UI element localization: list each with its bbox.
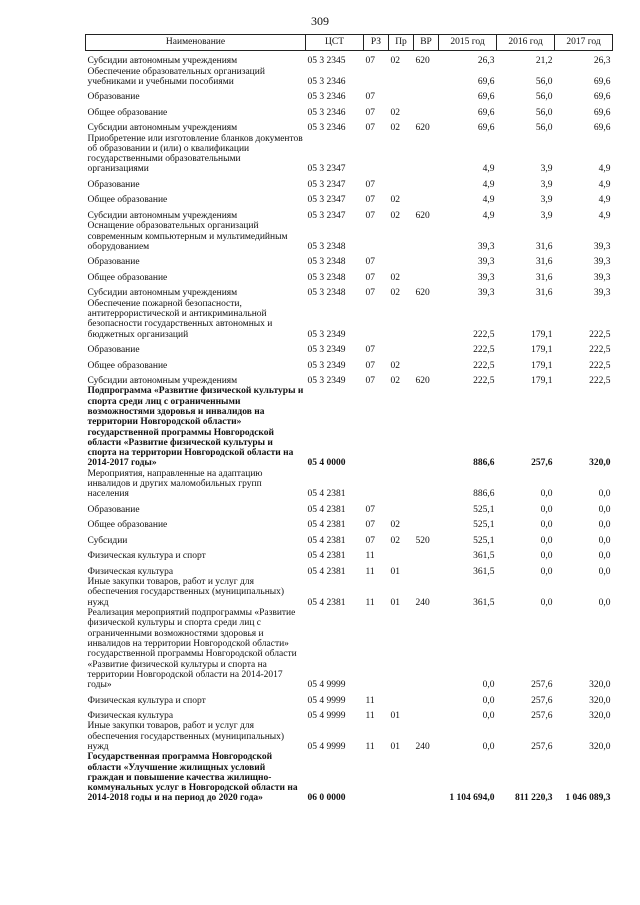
table-row [86, 252, 613, 268]
row-2016: 21,2 [535, 56, 553, 67]
table-row [86, 340, 613, 356]
row-rz: 07 [365, 376, 375, 387]
row-2015: 361,5 [473, 597, 495, 608]
row-vr: 620 [415, 123, 430, 134]
row-cst: 05 3 2346 [307, 76, 346, 87]
row-name: Субсидии автономным учреждениям [87, 210, 238, 221]
row-pr [389, 252, 414, 268]
row-2017: 320,0 [589, 695, 611, 706]
table-row [86, 221, 613, 252]
row-cst: 05 3 2346 [307, 107, 346, 118]
table-row [86, 577, 613, 608]
row-pr [389, 87, 414, 103]
row-pr: 02 [390, 107, 400, 118]
row-2017: 4,9 [598, 210, 611, 221]
row-name: Приобретение или изготовление бланков документов об образовании и (или) о квалификации государственными образовательными организациями [87, 133, 303, 175]
row-2015: 0,0 [482, 741, 495, 752]
header-vr: ВР [414, 35, 439, 51]
header-2016: 2016 год [497, 35, 555, 51]
row-vr [414, 752, 439, 803]
row-2015: 0,0 [482, 695, 495, 706]
table-row [86, 562, 613, 578]
row-cst: 05 4 9999 [307, 680, 346, 691]
row-pr [389, 340, 414, 356]
row-2016: 811 220,3 [515, 793, 553, 804]
row-name: Образование [87, 257, 140, 268]
row-2015: 361,5 [473, 566, 495, 577]
row-name: Общее образование [87, 272, 168, 283]
row-vr [414, 175, 439, 191]
row-2015: 69,6 [477, 123, 495, 134]
row-vr: 620 [415, 56, 430, 67]
row-pr [389, 752, 414, 803]
row-pr: 02 [390, 360, 400, 371]
row-name: Общее образование [87, 107, 168, 118]
row-2016: 56,0 [535, 123, 553, 134]
row-pr: 02 [390, 56, 400, 67]
row-2016: 257,6 [531, 711, 553, 722]
row-vr [414, 252, 439, 268]
row-name: Физическая культура [87, 566, 174, 577]
row-2016: 257,6 [531, 458, 553, 469]
row-cst: 05 3 2346 [307, 123, 346, 134]
row-vr [414, 500, 439, 516]
row-2015: 1 104 694,0 [449, 793, 495, 804]
row-cst: 05 4 2381 [307, 566, 346, 577]
row-vr: 620 [415, 210, 430, 221]
row-2016: 179,1 [531, 360, 553, 371]
row-2016: 3,9 [540, 179, 553, 190]
row-rz: 07 [365, 520, 375, 531]
row-2017: 0,0 [598, 504, 611, 515]
row-cst: 05 4 9999 [307, 695, 346, 706]
row-rz: 11 [365, 597, 375, 608]
row-2017: 320,0 [589, 741, 611, 752]
row-name: Государственная программа Новгородской области «Улучшение жилищных условий граждан и повышение качества жилищно-коммунальных услуг в Новгородской области на 2014-2018 годы и на период до 2020 года» [87, 752, 298, 804]
row-vr [414, 355, 439, 371]
row-2015: 222,5 [473, 360, 495, 371]
row-name: Субсидии автономным учреждениям [87, 288, 238, 299]
row-cst: 05 3 2347 [307, 164, 346, 175]
row-vr [414, 103, 439, 119]
row-rz: 11 [365, 711, 375, 722]
row-vr [414, 268, 439, 284]
row-2017: 0,0 [598, 489, 611, 500]
row-rz: 11 [365, 695, 375, 706]
row-rz [364, 221, 389, 252]
row-2017: 4,9 [598, 164, 611, 175]
row-2016: 179,1 [531, 329, 553, 340]
row-2016: 0,0 [540, 520, 553, 531]
table-row [86, 371, 613, 387]
table-row [86, 51, 613, 67]
row-2016: 0,0 [540, 551, 553, 562]
row-vr [414, 299, 439, 340]
row-pr: 01 [390, 741, 400, 752]
row-2016: 179,1 [531, 376, 553, 387]
row-2016: 56,0 [535, 92, 553, 103]
header-name: Наименование [86, 35, 306, 51]
row-rz: 07 [365, 179, 375, 190]
row-2017: 0,0 [598, 520, 611, 531]
row-rz: 07 [365, 56, 375, 67]
row-vr [414, 546, 439, 562]
row-2017: 69,6 [593, 76, 611, 87]
row-2016: 31,6 [535, 241, 553, 252]
row-pr: 02 [390, 288, 400, 299]
row-pr [389, 469, 414, 500]
row-name: Общее образование [87, 360, 168, 371]
row-rz: 11 [365, 566, 375, 577]
row-2016: 31,6 [535, 257, 553, 268]
table-row [86, 190, 613, 206]
table-row [86, 386, 613, 468]
row-cst: 05 3 2349 [307, 345, 346, 356]
row-2016: 257,6 [531, 695, 553, 706]
row-2016: 0,0 [540, 597, 553, 608]
row-name: Подпрограмма «Развитие физической культуры и спорта среди лиц с ограниченными возможностями здоровья и инвалидов на территории Новгородской области» государственной программы Новгородской области «Развитие физической культуры и спорта на территории Новгородской области на 2014-2017 годы» [87, 386, 304, 469]
row-vr [414, 515, 439, 531]
row-pr [389, 175, 414, 191]
row-2017: 69,6 [593, 107, 611, 118]
table-header-row [86, 35, 613, 51]
row-cst: 05 4 0000 [307, 458, 346, 469]
row-rz: 07 [365, 257, 375, 268]
row-2015: 361,5 [473, 551, 495, 562]
row-cst: 05 3 2349 [307, 329, 346, 340]
row-pr [389, 134, 414, 175]
row-pr: 01 [390, 711, 400, 722]
row-cst: 05 4 2381 [307, 520, 346, 531]
row-2017: 39,3 [593, 288, 611, 299]
row-name: Образование [87, 504, 140, 515]
row-name: Субсидии автономным учреждениям [87, 56, 238, 67]
row-pr [389, 500, 414, 516]
row-cst: 06 0 0000 [307, 793, 346, 804]
table-row [86, 500, 613, 516]
row-2015: 0,0 [482, 711, 495, 722]
row-cst: 05 3 2345 [307, 56, 346, 67]
row-2016: 0,0 [540, 566, 553, 577]
row-pr [389, 67, 414, 88]
table-row [86, 355, 613, 371]
table-row [86, 283, 613, 299]
row-pr: 02 [390, 376, 400, 387]
row-2017: 4,9 [598, 195, 611, 206]
row-name: Образование [87, 92, 140, 103]
row-name: Иные закупки товаров, работ и услуг для обеспечения государственных (муниципальных) нужд [87, 577, 285, 608]
table-row [86, 608, 613, 690]
row-pr [389, 221, 414, 252]
row-name: Иные закупки товаров, работ и услуг для обеспечения государственных (муниципальных) нужд [87, 721, 285, 752]
row-pr: 01 [390, 566, 400, 577]
budget-table [85, 34, 613, 804]
row-2015: 886,6 [473, 489, 495, 500]
row-2015: 222,5 [473, 345, 495, 356]
row-cst: 05 4 2381 [307, 535, 346, 546]
row-2015: 39,3 [477, 257, 495, 268]
header-cst: ЦСТ [306, 35, 364, 51]
row-cst: 05 3 2348 [307, 257, 346, 268]
row-name: Субсидии автономным учреждениям [87, 123, 238, 134]
row-cst: 05 4 9999 [307, 741, 346, 752]
row-pr [389, 608, 414, 690]
table-row [86, 175, 613, 191]
row-cst: 05 4 9999 [307, 711, 346, 722]
row-name: Физическая культура и спорт [87, 695, 206, 706]
row-2016: 257,6 [531, 680, 553, 691]
row-rz: 07 [365, 535, 375, 546]
row-2017: 4,9 [598, 179, 611, 190]
row-rz [364, 134, 389, 175]
row-2016: 3,9 [540, 195, 553, 206]
row-rz: 07 [365, 288, 375, 299]
row-2015: 26,3 [477, 56, 495, 67]
row-vr: 620 [415, 376, 430, 387]
row-vr: 520 [415, 535, 430, 546]
row-pr: 02 [390, 123, 400, 134]
header-rz: РЗ [364, 35, 389, 51]
header-2017: 2017 год [555, 35, 613, 51]
row-2017: 26,3 [593, 56, 611, 67]
row-2017: 0,0 [598, 597, 611, 608]
row-rz: 07 [365, 123, 375, 134]
row-2016: 31,6 [535, 288, 553, 299]
row-2017: 222,5 [589, 329, 611, 340]
row-cst: 05 4 2381 [307, 551, 346, 562]
row-2017: 0,0 [598, 551, 611, 562]
row-vr: 620 [415, 288, 430, 299]
row-cst: 05 3 2347 [307, 179, 346, 190]
row-2016: 56,0 [535, 107, 553, 118]
row-rz [364, 386, 389, 468]
row-cst: 05 3 2347 [307, 195, 346, 206]
row-2015: 4,9 [482, 210, 495, 221]
table-row [86, 706, 613, 722]
row-name: Оснащение образовательных организаций современным компьютерным и мультимедийным оборудованием [87, 221, 288, 252]
row-pr [389, 299, 414, 340]
row-cst: 05 3 2346 [307, 92, 346, 103]
row-2016: 3,9 [540, 210, 553, 221]
row-2015: 4,9 [482, 179, 495, 190]
table-row [86, 515, 613, 531]
row-2017: 222,5 [589, 376, 611, 387]
row-pr: 02 [390, 520, 400, 531]
row-2016: 0,0 [540, 489, 553, 500]
row-cst: 05 3 2348 [307, 288, 346, 299]
row-2017: 320,0 [589, 711, 611, 722]
table-body [86, 51, 613, 804]
table-row [86, 67, 613, 88]
table-row [86, 268, 613, 284]
row-cst: 05 3 2347 [307, 210, 346, 221]
row-rz [364, 299, 389, 340]
row-cst: 05 3 2348 [307, 272, 346, 283]
row-2015: 69,6 [477, 92, 495, 103]
row-name: Образование [87, 345, 140, 356]
table-row [86, 103, 613, 119]
row-vr [414, 134, 439, 175]
row-vr: 240 [415, 597, 430, 608]
row-name: Общее образование [87, 520, 168, 531]
row-name: Образование [87, 179, 140, 190]
row-cst: 05 4 2381 [307, 597, 346, 608]
row-2015: 69,6 [477, 107, 495, 118]
row-pr [389, 546, 414, 562]
row-vr [414, 221, 439, 252]
row-pr: 02 [390, 535, 400, 546]
row-2015: 525,1 [473, 520, 495, 531]
row-rz: 07 [365, 107, 375, 118]
row-2015: 39,3 [477, 272, 495, 283]
row-pr: 02 [390, 210, 400, 221]
table-row [86, 546, 613, 562]
row-2017: 222,5 [589, 345, 611, 356]
row-name: Обеспечение образовательных организаций учебниками и учебными пособиями [87, 66, 265, 87]
row-2017: 39,3 [593, 272, 611, 283]
row-2016: 0,0 [540, 504, 553, 515]
row-name: Субсидии автономным учреждениям [87, 376, 238, 387]
row-vr [414, 690, 439, 706]
row-2017: 0,0 [598, 566, 611, 577]
row-2017: 69,6 [593, 123, 611, 134]
row-2017: 1 046 089,3 [565, 793, 611, 804]
row-cst: 05 4 2381 [307, 489, 346, 500]
row-pr [389, 690, 414, 706]
row-cst: 05 3 2349 [307, 360, 346, 371]
row-rz: 07 [365, 92, 375, 103]
row-cst: 05 3 2349 [307, 376, 346, 387]
table-row [86, 118, 613, 134]
table-row [86, 87, 613, 103]
row-2016: 3,9 [540, 164, 553, 175]
row-2017: 39,3 [593, 241, 611, 252]
row-2017: 222,5 [589, 360, 611, 371]
row-rz: 11 [365, 551, 375, 562]
row-2015: 525,1 [473, 504, 495, 515]
row-name: Субсидии [87, 535, 128, 546]
row-vr [414, 190, 439, 206]
table-row [86, 299, 613, 340]
row-cst: 05 3 2348 [307, 241, 346, 252]
row-rz [364, 67, 389, 88]
row-2016: 56,0 [535, 76, 553, 87]
row-pr: 02 [390, 272, 400, 283]
row-vr [414, 706, 439, 722]
row-rz [364, 752, 389, 803]
row-pr: 01 [390, 597, 400, 608]
row-2015: 525,1 [473, 535, 495, 546]
row-2015: 0,0 [482, 680, 495, 691]
row-2016: 257,6 [531, 741, 553, 752]
row-name: Общее образование [87, 195, 168, 206]
row-name: Обеспечение пожарной безопасности, антитеррористической и антикриминальной безопасности государственных автономных и бюджетных организаций [87, 298, 273, 340]
row-2015: 69,6 [477, 76, 495, 87]
row-2015: 39,3 [477, 288, 495, 299]
row-2017: 69,6 [593, 92, 611, 103]
row-name: Мероприятия, направленные на адаптацию инвалидов и других маломобильных групп населения [87, 468, 263, 500]
table-row [86, 531, 613, 547]
row-vr [414, 340, 439, 356]
row-2015: 222,5 [473, 376, 495, 387]
row-name: Реализация мероприятий подпрограммы «Развитие физической культуры и спорта среди лиц с ограниченными возможностями здоровья и инвалидов на территории Новгородской области» государственной программы Новгородской области «Развитие физической культуры и спорта на территории Новгородской области на 2014-2017 годы» [87, 608, 297, 691]
row-name: Физическая культура и спорт [87, 551, 206, 562]
row-2015: 4,9 [482, 164, 495, 175]
row-rz: 07 [365, 272, 375, 283]
row-2015: 886,6 [473, 458, 495, 469]
row-vr: 240 [415, 741, 430, 752]
row-vr [414, 608, 439, 690]
row-2017: 0,0 [598, 535, 611, 546]
row-name: Физическая культура [87, 711, 174, 722]
row-vr [414, 562, 439, 578]
row-vr [414, 87, 439, 103]
row-2017: 320,0 [589, 680, 611, 691]
row-2017: 320,0 [589, 458, 611, 469]
table-row [86, 206, 613, 222]
table-row [86, 469, 613, 500]
row-2016: 0,0 [540, 535, 553, 546]
table-row [86, 752, 613, 803]
header-2015: 2015 год [439, 35, 497, 51]
row-rz: 07 [365, 345, 375, 356]
row-rz [364, 608, 389, 690]
row-rz: 07 [365, 210, 375, 221]
row-2015: 222,5 [473, 329, 495, 340]
row-2015: 4,9 [482, 195, 495, 206]
table-row [86, 134, 613, 175]
row-rz: 11 [365, 741, 375, 752]
row-rz: 07 [365, 195, 375, 206]
table-row [86, 721, 613, 752]
page-number: 309 [311, 14, 329, 28]
row-2016: 179,1 [531, 345, 553, 356]
row-vr [414, 469, 439, 500]
row-vr [414, 386, 439, 468]
row-pr: 02 [390, 195, 400, 206]
row-2015: 39,3 [477, 241, 495, 252]
row-cst: 05 4 2381 [307, 504, 346, 515]
header-pr: Пр [389, 35, 414, 51]
row-rz: 07 [365, 504, 375, 515]
row-2016: 31,6 [535, 272, 553, 283]
row-rz: 07 [365, 360, 375, 371]
table-row [86, 690, 613, 706]
row-vr [414, 67, 439, 88]
row-pr [389, 386, 414, 468]
row-2017: 39,3 [593, 257, 611, 268]
row-rz [364, 469, 389, 500]
